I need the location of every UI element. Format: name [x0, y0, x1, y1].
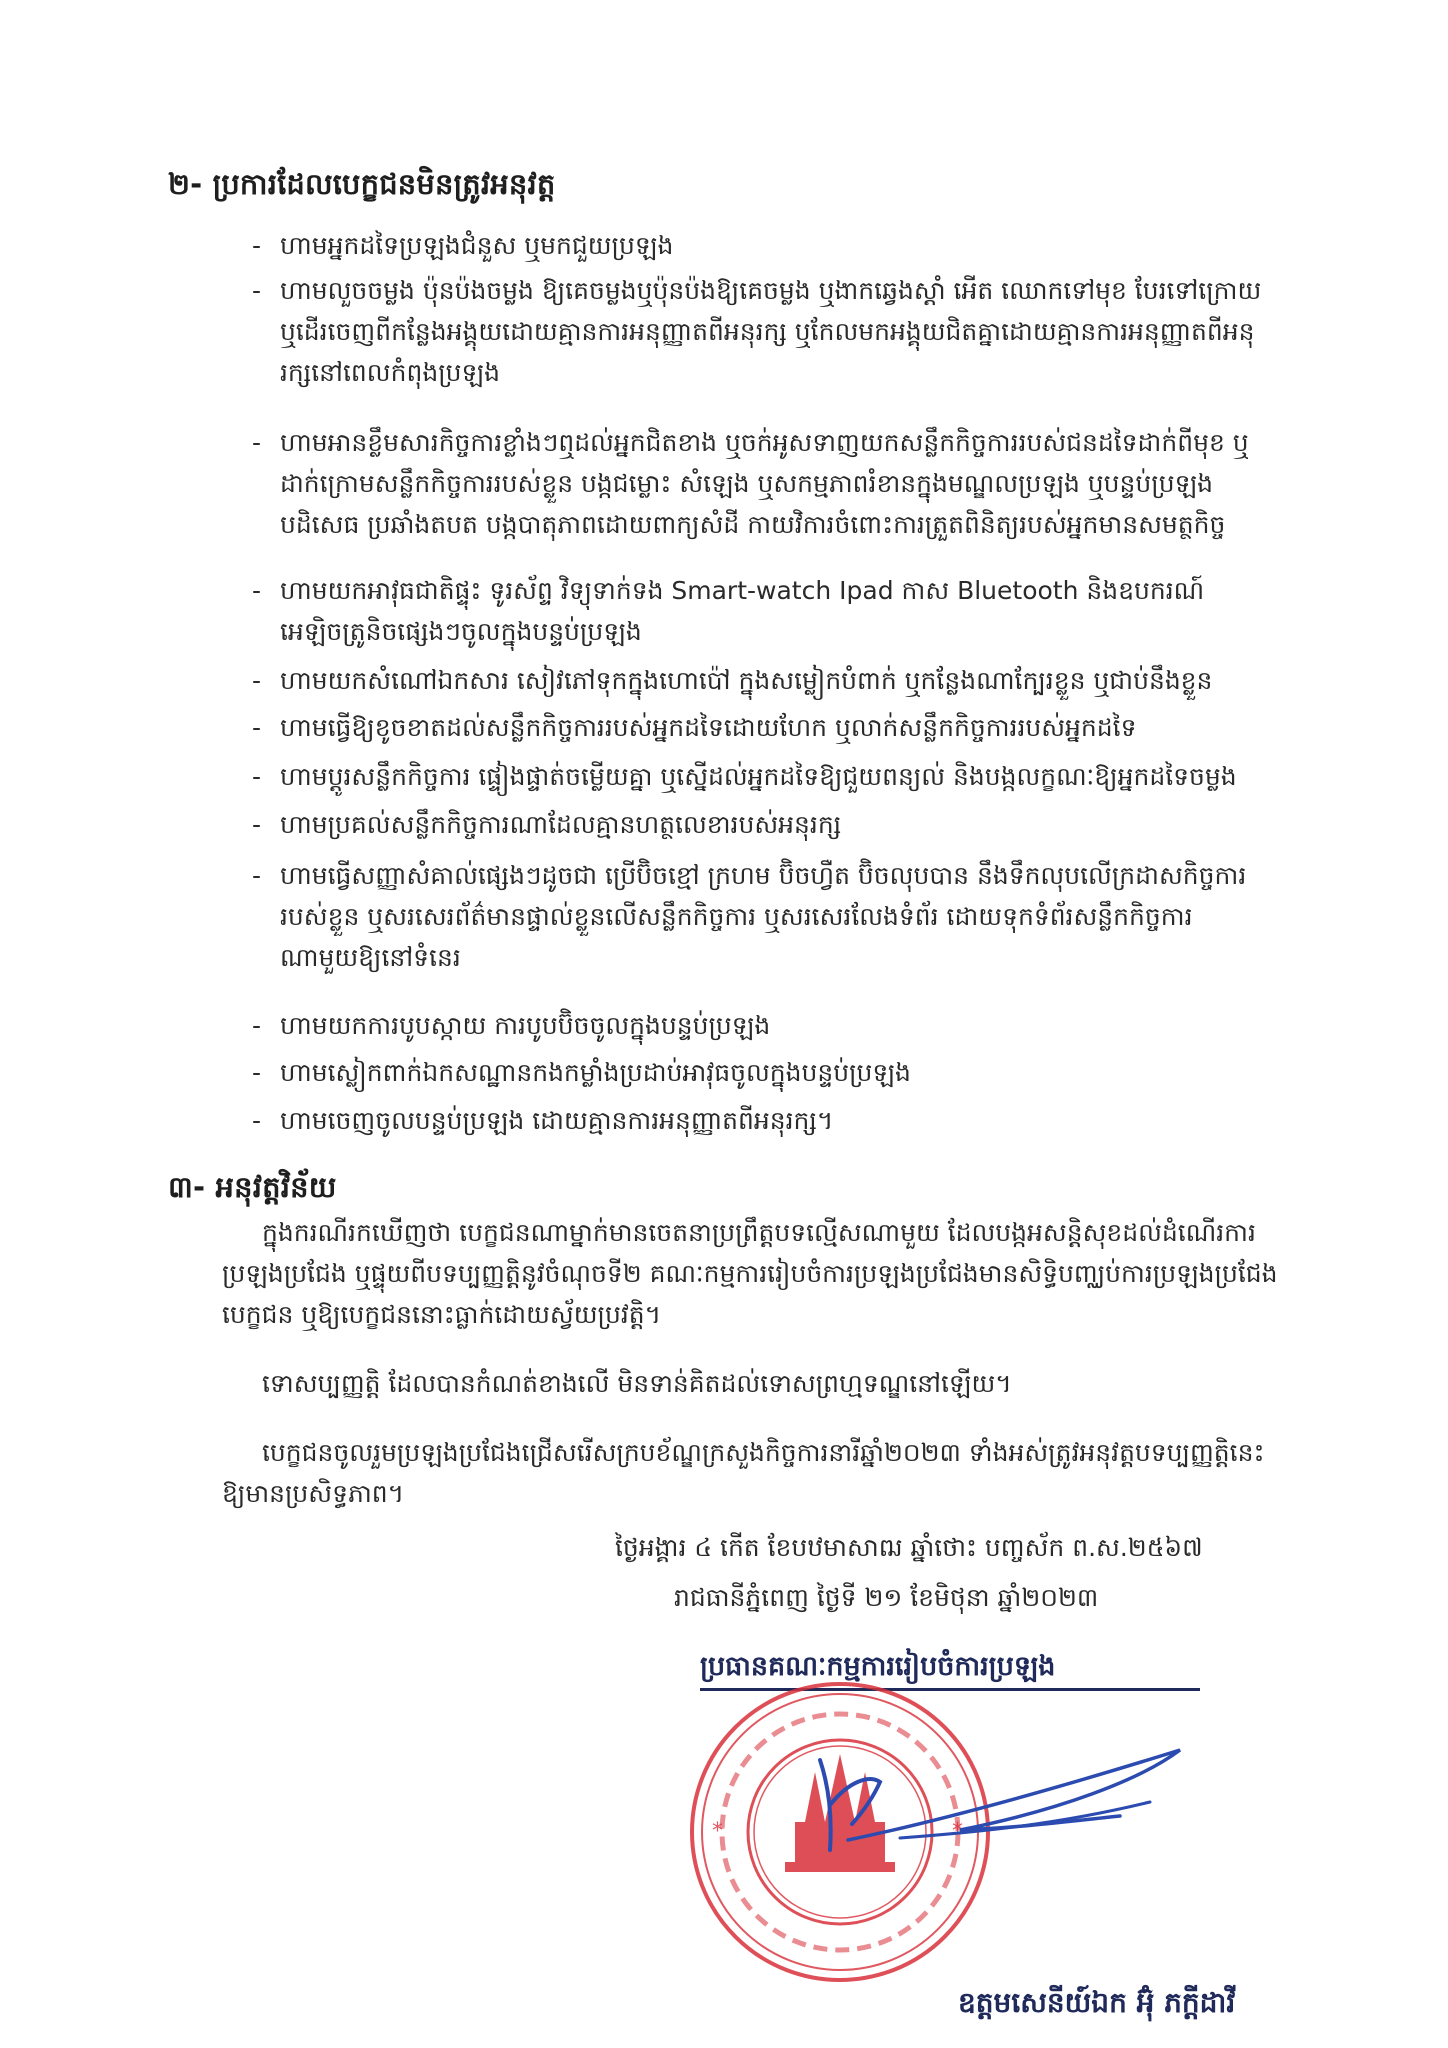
bullet-dash: - — [252, 666, 262, 695]
paragraph-3-text: បេក្ខជនចូលរួមប្រឡងប្រជែងជ្រើសរើសក្របខ័ណ្ឌក្រសួងកិច្ចការនារីឆ្នាំ២០២៣ ទាំងអស់ត្រូវអនុវត្តបទប្បញ្ញត្តិនេះ ឱ្យមានប្រសិទ្ធភាព។ — [222, 1438, 1265, 1508]
signatory-name: ឧត្តមសេនីយ៍ឯក អ៊ុំ ភក្តីដាវី — [958, 1986, 1236, 2019]
bullet-dash: - — [252, 576, 262, 605]
rule-item-text: ហាមប្ដូរសន្លឹកកិច្ចការ ផ្ទៀងផ្ទាត់ចម្លើយគ្នា ឬស្នើដល់អ្នកដទៃឱ្យជួយពន្យល់ និងបង្កលក្ខណៈឱ្យអ្នកដទៃចម្លង — [280, 762, 1237, 791]
rule-item-text: ហាមធ្វើឱ្យខូចខាតដល់សន្លឹកកិច្ចការរបស់អ្នកដទៃដោយហែក ឬលាក់សន្លឹកកិច្ចការរបស់អ្នកដទៃ — [280, 713, 1137, 742]
paragraph-2-text: ទោសប្បញ្ញត្តិ ដែលបានកំណត់ខាងលើ មិនទាន់គិតដល់ទោសព្រហ្មទណ្ឌនៅឡើយ។ — [262, 1369, 1012, 1398]
bullet-dash: - — [252, 713, 262, 742]
bullet-dash: - — [252, 762, 262, 791]
section-2-heading: ២- ប្រការដែលបេក្ខជនមិនត្រូវអនុវត្ត — [168, 167, 556, 201]
paragraph-1-text: ក្នុងករណីរកឃើញថា បេក្ខជនណាម្នាក់មានចេតនាប្រព្រឹត្តបទល្មើសណាមួយ ដែលបង្កអសន្តិសុខដល់ដំណើរការប្រឡងប្រជែង ឬផ្ទុយពីបទប្បញ្ញត្តិនូវចំណុចទី២ គណៈកម្មការរៀបចំការប្រឡងប្រជែងមានសិទ្ធិបញ្ឈប់ការប្រឡងប្រជែងបេក្ខជន ឬឱ្យបេក្ខជននោះធ្លាក់ដោយស្វ័យប្រវត្តិ។ — [222, 1218, 1278, 1329]
rule-item-text: ហាមយកការបូបស្កាយ ការបូបប៊ិចចូលក្នុងបន្ទប់ប្រឡង — [280, 1011, 771, 1040]
rule-item — [252, 1052, 1282, 1093]
svg-text:*: * — [952, 1819, 963, 1844]
rule-item — [252, 422, 1282, 545]
signature-icon — [760, 1720, 1220, 1880]
rule-item-text: ហាមយកអាវុធជាតិផ្ទុះ ទូរស័ព្ទ វិទ្យុទាក់ទង Smart-watch Ipad កាស Bluetooth និងឧបករណ៍អេឡិចត្រូនិចផ្សេងៗចូលក្នុងបន្ទប់ប្រឡង — [280, 576, 1205, 646]
bullet-dash: - — [252, 276, 262, 305]
rule-item-text: ហាមអានខ្លឹមសារកិច្ចការខ្លាំងៗឮដល់អ្នកជិតខាង ឬចក់អូសទាញយកសន្លឹកកិច្ចការរបស់ជនដទៃដាក់ពីមុខ ឬដាក់ក្រោមសន្លឹកកិច្ចការរបស់ខ្លួន បង្កជម្លោះ សំឡេង ឬសកម្មភាពរំខានក្នុងមណ្ឌលប្រឡង ឬបន្ទប់ប្រឡង បដិសេធ ប្រឆាំងតបត បង្កបាតុភាពដោយពាក្យសំដី កាយវិការចំពោះការត្រួតពិនិត្យរបស់អ្នកមានសមត្ថកិច្ច — [280, 428, 1249, 539]
rule-item-text: ហាមលួចចម្លង ប៉ុនប៉ងចម្លង ឱ្យគេចម្លងឬប៉ុនប៉ងឱ្យគេចម្លង ឬងាកឆ្វេងស្ដាំ អើត ឈោកទៅមុខ បែរទៅក្រោយ ឬដើរចេញពីកន្លែងអង្គុយដោយគ្មានការអនុញ្ញាតពីអនុរក្ស ឬកែលមកអង្គុយជិតគ្នាដោយគ្មានការអនុញ្ញាតពីអនុរក្សនៅពេលកំពុងប្រឡង — [280, 276, 1262, 387]
signatory-title: ប្រធានគណៈកម្មការរៀបចំការប្រឡង — [700, 1651, 1056, 1682]
svg-text:*: * — [712, 1819, 723, 1844]
rule-item-text: ហាមស្លៀកពាក់ឯកសណ្ឋានកងកម្លាំងប្រដាប់អាវុធចូលក្នុងបន្ទប់ប្រឡង — [280, 1058, 911, 1087]
rule-item-text: ហាមយកសំណៅឯកសារ សៀវភៅទុកក្នុងហោប៉ៅ ក្នុងសម្លៀកបំពាក់ ឬកន្លែងណាក្បែរខ្លួន ឬជាប់នឹងខ្លួន — [280, 666, 1213, 695]
rule-item — [252, 1100, 1282, 1141]
rule-item — [252, 1005, 1282, 1046]
bullet-dash: - — [252, 428, 262, 457]
rule-item-text: ហាមធ្វើសញ្ញាសំគាល់ផ្សេងៗដូចជា ប្រើប៊ិចខ្មៅ ក្រហម ប៊ិចហ្វឺត ប៊ិចលុបបាន នឹងទឹកលុបលើក្រដាសកិច្ចការរបស់ខ្លួន ឬសរសេរព័ត៌មានផ្ទាល់ខ្លួនលើសន្លឹកកិច្ចការ ឬសរសេរលែងទំព័រ ដោយទុកទំព័រសន្លឹកកិច្ចការណាមួយឱ្យនៅទំនេរ — [280, 861, 1247, 972]
rule-item — [252, 270, 1282, 393]
rule-item — [252, 225, 1282, 266]
bullet-dash: - — [252, 1106, 262, 1135]
rule-item — [252, 707, 1282, 748]
rule-item — [252, 660, 1282, 701]
bullet-dash: - — [252, 1058, 262, 1087]
bullet-dash: - — [252, 810, 262, 839]
rule-item — [252, 804, 1282, 845]
rule-item — [252, 570, 1282, 652]
section-3-heading: ៣- អនុវត្តវិន័យ — [168, 1170, 337, 1204]
bullet-dash: - — [252, 231, 262, 260]
rule-item-text: ហាមប្រគល់សន្លឹកកិច្ចការណាដែលគ្មានហត្ថលេខារបស់អនុរក្ស — [280, 810, 842, 839]
bullet-dash: - — [252, 1011, 262, 1040]
lunar-date-line: ថ្ងៃអង្គារ ៤ កើត ខែបឋមាសាឍ ឆ្នាំថោះ បញ្ចស័ក ព.ស.២៥៦៧ — [615, 1533, 1203, 1562]
section-3-paragraph-1 — [222, 1212, 1282, 1335]
rule-item-text: ហាមចេញចូលបន្ទប់ប្រឡង ដោយគ្មានការអនុញ្ញាតពីអនុរក្ស។ — [280, 1106, 834, 1135]
rule-item-text: ហាមអ្នកដទៃប្រឡងជំនួស ឬមកជួយប្រឡង — [280, 231, 674, 260]
rule-item — [252, 855, 1282, 978]
section-3-paragraph-2 — [222, 1363, 1282, 1404]
section-3-paragraph-3 — [222, 1432, 1282, 1514]
rule-item — [252, 756, 1282, 797]
bullet-dash: - — [252, 861, 262, 890]
civil-date-line: រាជធានីភ្នំពេញ ថ្ងៃទី ២១ ខែមិថុនា ឆ្នាំ២០២៣ — [674, 1583, 1099, 1612]
